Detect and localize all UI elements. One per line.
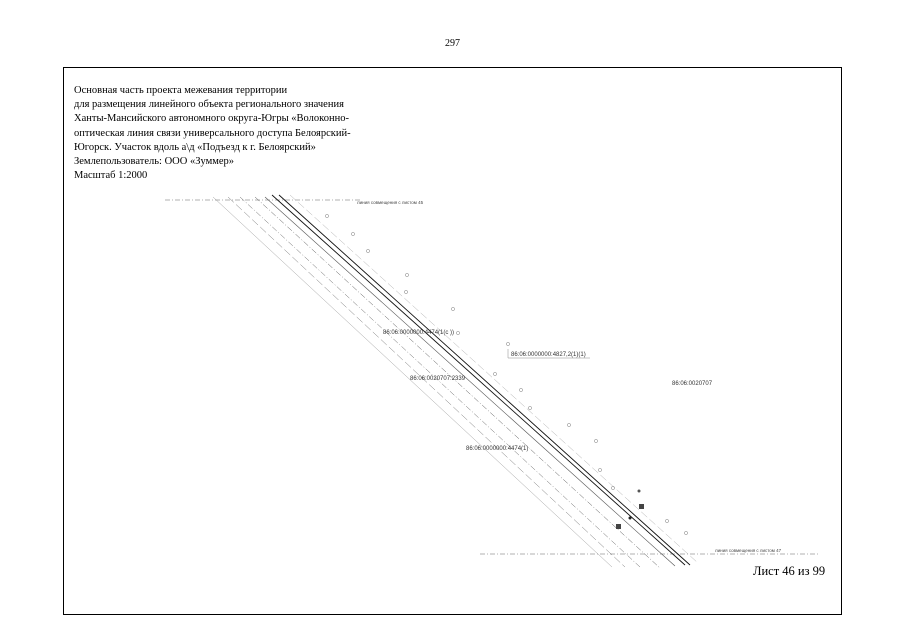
road-edge-line bbox=[272, 195, 685, 565]
scale-line: Масштаб 1:2000 bbox=[74, 170, 148, 182]
title-line-4: оптическая линия связи универсального доступа Белоярский- bbox=[74, 127, 351, 139]
boundary-line bbox=[213, 197, 612, 567]
boundary-line bbox=[290, 195, 698, 563]
top-match-label: линия совмещения с листом 45 bbox=[357, 200, 424, 205]
boundary-line bbox=[240, 197, 640, 567]
sheet-number: Лист 46 из 99 bbox=[753, 564, 826, 578]
boundary-line bbox=[228, 197, 625, 567]
title-line-1: Основная часть проекта межевания территории bbox=[74, 85, 288, 96]
parcel-label: 86:06:0020707:2339 bbox=[410, 376, 466, 382]
survey-marker bbox=[639, 504, 644, 509]
road-edge-line bbox=[279, 195, 690, 565]
survey-marker bbox=[638, 490, 641, 493]
parcel-label: 86:06:0000000:4474(1) bbox=[466, 446, 529, 452]
parcel-label: 86:06:0020707 bbox=[672, 381, 713, 387]
bottom-match-label: линия совмещения с листом 47 bbox=[715, 548, 782, 553]
title-line-3: Ханты-Мансийского автономного округа-Югры «Волоконно- bbox=[74, 113, 349, 125]
survey-marker bbox=[616, 524, 621, 529]
boundary-line bbox=[255, 197, 660, 568]
parcel-label: 86:06:0000000:4474(1(с )) bbox=[383, 330, 455, 336]
title-line-5: Югорск. Участок вдоль а\д «Подъезд к г. Белоярский» bbox=[74, 141, 316, 153]
road-edge-line bbox=[265, 197, 675, 566]
land-user-line: Землепользователь: ООО «Зуммер» bbox=[74, 156, 235, 168]
parcel-label: 86:06:0000000:4827,2(1)(1) bbox=[511, 352, 586, 358]
boundary-points bbox=[325, 214, 687, 534]
page-number: 297 bbox=[445, 38, 460, 49]
title-line-2: для размещения линейного объекта регионального значения bbox=[74, 99, 344, 111]
survey-marker bbox=[629, 517, 632, 520]
